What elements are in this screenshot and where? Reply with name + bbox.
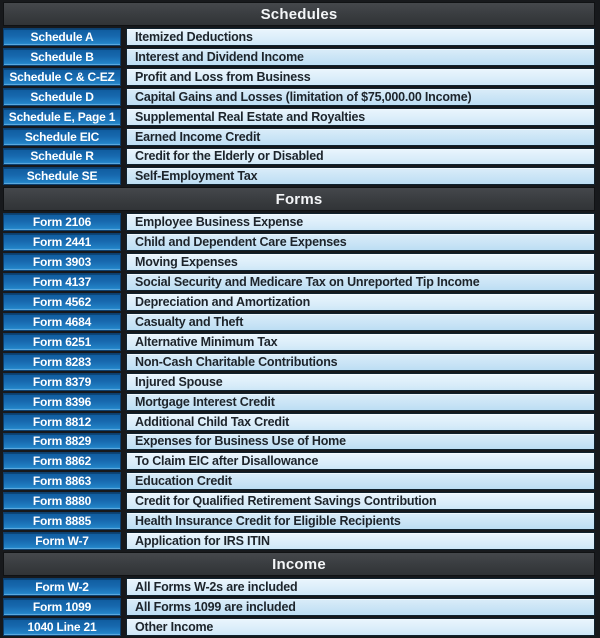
section-header-income bbox=[3, 552, 595, 576]
table-row bbox=[3, 233, 595, 251]
form-description: Mortgage Interest Credit bbox=[126, 393, 595, 411]
section-header-forms bbox=[3, 187, 595, 211]
form-label-button-schedule-b[interactable]: Schedule B bbox=[3, 48, 121, 66]
form-description: Additional Child Tax Credit bbox=[126, 413, 595, 431]
form-label-button-schedule-c-c-ez[interactable]: Schedule C & C-EZ bbox=[3, 68, 121, 86]
form-label-button-form-8885[interactable]: Form 8885 bbox=[3, 512, 121, 530]
table-row bbox=[3, 148, 595, 166]
form-label-button-form-8812[interactable]: Form 8812 bbox=[3, 413, 121, 431]
section-header-schedules bbox=[3, 2, 595, 26]
table-row bbox=[3, 48, 595, 66]
form-label-button-schedule-se[interactable]: Schedule SE bbox=[3, 167, 121, 185]
table-row bbox=[3, 433, 595, 451]
form-description: To Claim EIC after Disallowance bbox=[126, 452, 595, 470]
form-description: Supplemental Real Estate and Royalties bbox=[126, 108, 595, 126]
form-label-button-form-4684[interactable]: Form 4684 bbox=[3, 313, 121, 331]
form-description: Depreciation and Amortization bbox=[126, 293, 595, 311]
table-row bbox=[3, 273, 595, 291]
form-label-button-form-8829[interactable]: Form 8829 bbox=[3, 433, 121, 451]
form-description: Other Income bbox=[126, 618, 595, 636]
table-row bbox=[3, 333, 595, 351]
table-row bbox=[3, 393, 595, 411]
table-row bbox=[3, 293, 595, 311]
section-title: Schedules bbox=[260, 5, 338, 23]
form-label-button-form-2441[interactable]: Form 2441 bbox=[3, 233, 121, 251]
form-description: Credit for the Elderly or Disabled bbox=[126, 148, 595, 166]
table-row bbox=[3, 253, 595, 271]
form-label-button-form-8880[interactable]: Form 8880 bbox=[3, 492, 121, 510]
table-row bbox=[3, 68, 595, 86]
form-label-button-form-2106[interactable]: Form 2106 bbox=[3, 213, 121, 231]
form-label-button-schedule-e-page-1[interactable]: Schedule E, Page 1 bbox=[3, 108, 121, 126]
form-label-button-schedule-a[interactable]: Schedule A bbox=[3, 28, 121, 46]
form-label-button-schedule-d[interactable]: Schedule D bbox=[3, 88, 121, 106]
form-label-button-form-8862[interactable]: Form 8862 bbox=[3, 452, 121, 470]
table-row bbox=[3, 28, 595, 46]
form-description: Credit for Qualified Retirement Savings Contribution bbox=[126, 492, 595, 510]
form-description: All Forms W-2s are included bbox=[126, 578, 595, 596]
form-description: Interest and Dividend Income bbox=[126, 48, 595, 66]
form-description: Employee Business Expense bbox=[126, 213, 595, 231]
form-description: Non-Cash Charitable Contributions bbox=[126, 353, 595, 371]
table-row bbox=[3, 618, 595, 636]
form-description: Earned Income Credit bbox=[126, 128, 595, 146]
form-description: Casualty and Theft bbox=[126, 313, 595, 331]
form-label-button-form-8379[interactable]: Form 8379 bbox=[3, 373, 121, 391]
form-description: Self-Employment Tax bbox=[126, 167, 595, 185]
table-row bbox=[3, 512, 595, 530]
table-row bbox=[3, 128, 595, 146]
table-row bbox=[3, 452, 595, 470]
form-description: Expenses for Business Use of Home bbox=[126, 433, 595, 451]
form-label-button-form-w-7[interactable]: Form W-7 bbox=[3, 532, 121, 550]
form-label-button-form-w-2[interactable]: Form W-2 bbox=[3, 578, 121, 596]
form-label-button-form-4562[interactable]: Form 4562 bbox=[3, 293, 121, 311]
table-row bbox=[3, 167, 595, 185]
form-label-button-form-4137[interactable]: Form 4137 bbox=[3, 273, 121, 291]
table-row bbox=[3, 373, 595, 391]
table-row bbox=[3, 492, 595, 510]
form-description: Education Credit bbox=[126, 472, 595, 490]
form-description: Moving Expenses bbox=[126, 253, 595, 271]
form-label-button-form-8396[interactable]: Form 8396 bbox=[3, 393, 121, 411]
form-label-button-form-3903[interactable]: Form 3903 bbox=[3, 253, 121, 271]
form-description: Alternative Minimum Tax bbox=[126, 333, 595, 351]
form-description: Itemized Deductions bbox=[126, 28, 595, 46]
table-row bbox=[3, 353, 595, 371]
table-row bbox=[3, 472, 595, 490]
section-title: Forms bbox=[275, 190, 323, 208]
table-row bbox=[3, 578, 595, 596]
section-title: Income bbox=[272, 555, 326, 573]
form-description: Child and Dependent Care Expenses bbox=[126, 233, 595, 251]
form-label-button-schedule-r[interactable]: Schedule R bbox=[3, 148, 121, 166]
table-row bbox=[3, 88, 595, 106]
form-description: Profit and Loss from Business bbox=[126, 68, 595, 86]
table-row bbox=[3, 313, 595, 331]
form-label-button-form-8283[interactable]: Form 8283 bbox=[3, 353, 121, 371]
table-row bbox=[3, 413, 595, 431]
table-row bbox=[3, 598, 595, 616]
form-description: All Forms 1099 are included bbox=[126, 598, 595, 616]
table-row bbox=[3, 213, 595, 231]
form-label-button-schedule-eic[interactable]: Schedule EIC bbox=[3, 128, 121, 146]
form-label-button-1040-line-21[interactable]: 1040 Line 21 bbox=[3, 618, 121, 636]
form-label-button-form-6251[interactable]: Form 6251 bbox=[3, 333, 121, 351]
form-description: Injured Spouse bbox=[126, 373, 595, 391]
form-label-button-form-8863[interactable]: Form 8863 bbox=[3, 472, 121, 490]
form-label-button-form-1099[interactable]: Form 1099 bbox=[3, 598, 121, 616]
form-description: Social Security and Medicare Tax on Unreported Tip Income bbox=[126, 273, 595, 291]
form-description: Application for IRS ITIN bbox=[126, 532, 595, 550]
form-description: Health Insurance Credit for Eligible Recipients bbox=[126, 512, 595, 530]
table-row bbox=[3, 532, 595, 550]
table-row bbox=[3, 108, 595, 126]
form-description: Capital Gains and Losses (limitation of $75,000.00 Income) bbox=[126, 88, 595, 106]
